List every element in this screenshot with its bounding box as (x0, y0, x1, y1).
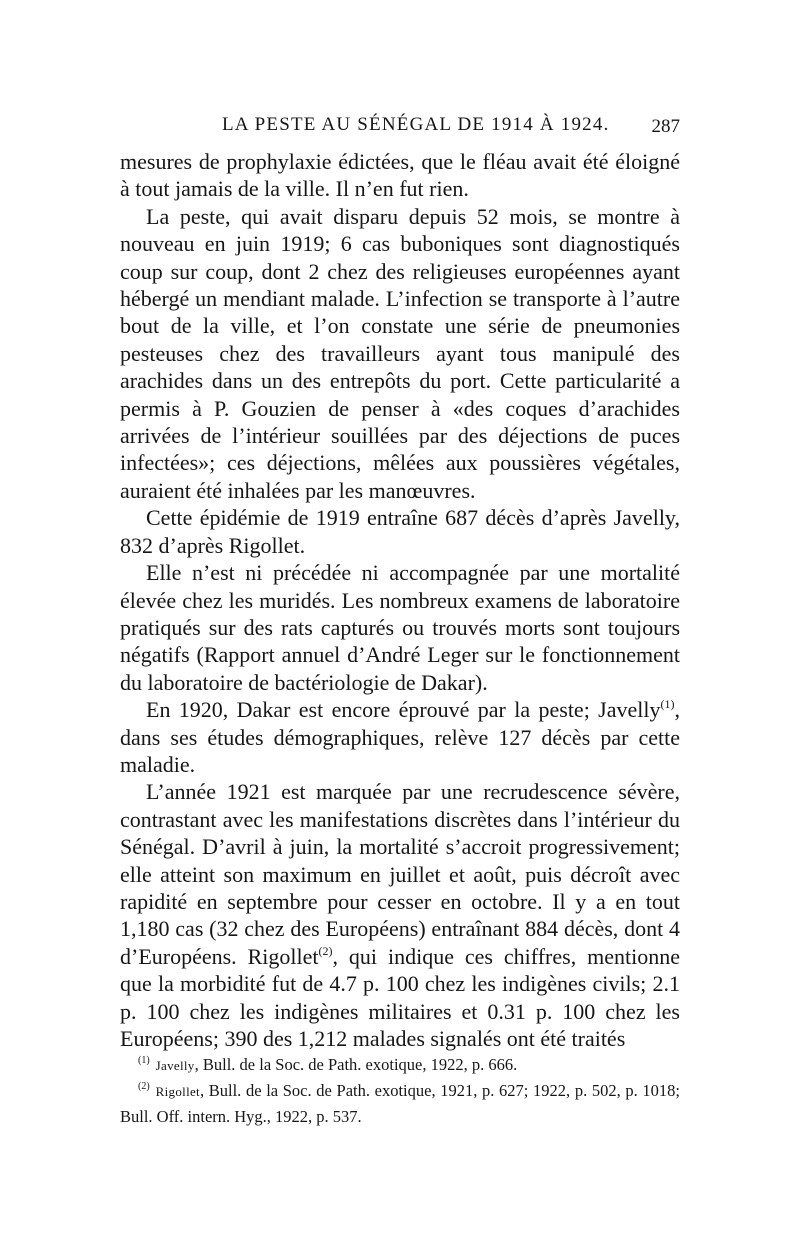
footnote-author: Rigollet (155, 1084, 200, 1099)
paragraph-text: , dans ses études démographiques, relève 127 décès par cette maladie. (120, 697, 680, 777)
main-text (120, 148, 680, 1052)
footnote-reference: (1) (660, 697, 675, 712)
footnote-mark: (1) (138, 1055, 150, 1066)
running-title: LA PESTE AU SÉNÉGAL DE 1914 À 1924. (222, 114, 610, 135)
footnotes (120, 1052, 680, 1129)
footnote (120, 1052, 680, 1078)
running-header (120, 114, 680, 142)
paragraph-text: L’année 1921 est marquée par une recrudescence sévère, contrastant avec les manifestations discrètes dans l’intérieur du Sénégal. D’avril à juin, la mortalité s’accroit progressivement; elle atteint son maximum en juillet et août, puis décroît avec rapidité en septembre pour cesser en octobre. Il y a en tout 1,180 cas (32 chez des Européens) entraînant 884 décès, dont 4 d’Européens. Rigollet (120, 779, 680, 969)
page-number: 287 (651, 116, 680, 137)
footnote-text: , Bull. de la Soc. de Path. exotique, 1921, p. 627; 1922, p. 502, p. 1018; Bull. Off. intern. Hyg., 1922, p. 537. (120, 1081, 680, 1126)
paragraph: Cette épidémie de 1919 entraîne 687 décès d’après Javelly, 832 d’après Rigollet. (120, 505, 680, 558)
footnote (120, 1078, 680, 1129)
paragraph-text: , qui indique ces chiffres, mentionne que la morbidité fut de 4.7 p. 100 chez les indigènes civils; 2.1 p. 100 chez les indigènes militaires et 0.31 p. 100 chez les Européens; 390 des 1,212 malades signalés ont été traités (120, 943, 680, 1051)
paragraph-text: En 1920, Dakar est encore éprouvé par la peste; Javelly (146, 697, 661, 723)
paragraph: mesures de prophylaxie édictées, que le fléau avait été éloigné à tout jamais de la ville. Il n’en fut rien. (120, 149, 680, 202)
footnote-mark: (2) (138, 1081, 150, 1092)
paragraph: Elle n’est ni précédée ni accompagnée par une mortalité élevée chez les muridés. Les nombreux examens de laboratoire pratiqués sur des rats capturés ou trouvés morts sont toujours négatifs (Rapport annuel d’André Leger sur le fonctionnement du laboratoire de bactériologie de Dakar). (120, 560, 680, 695)
paragraph: La peste, qui avait disparu depuis 52 mois, se montre à nouveau en juin 1919; 6 cas buboniques sont diagnostiqués coup sur coup, dont 2 chez des religieuses européennes ayant hébergé un mendiant malade. L’infection se transporte à l’autre bout de la ville, et l’on constate une série de pneumonies pesteuses chez des travailleurs ayant tous manipulé des arachides dans un des entrepôts du port. Cette particularité a permis à P. Gouzien de penser à «des coques d’arachides arrivées de l’intérieur souillées par des déjections de puces infectées»; ces déjections, mêlées aux poussières végétales, auraient été inhalées par les manœuvres. (120, 203, 680, 503)
paragraph (120, 696, 680, 778)
paragraph (120, 778, 680, 1052)
footnote-reference: (2) (318, 943, 333, 958)
footnote-author: Javelly (155, 1058, 195, 1073)
footnote-text: , Bull. de la Soc. de Path. exotique, 1922, p. 666. (194, 1055, 518, 1074)
